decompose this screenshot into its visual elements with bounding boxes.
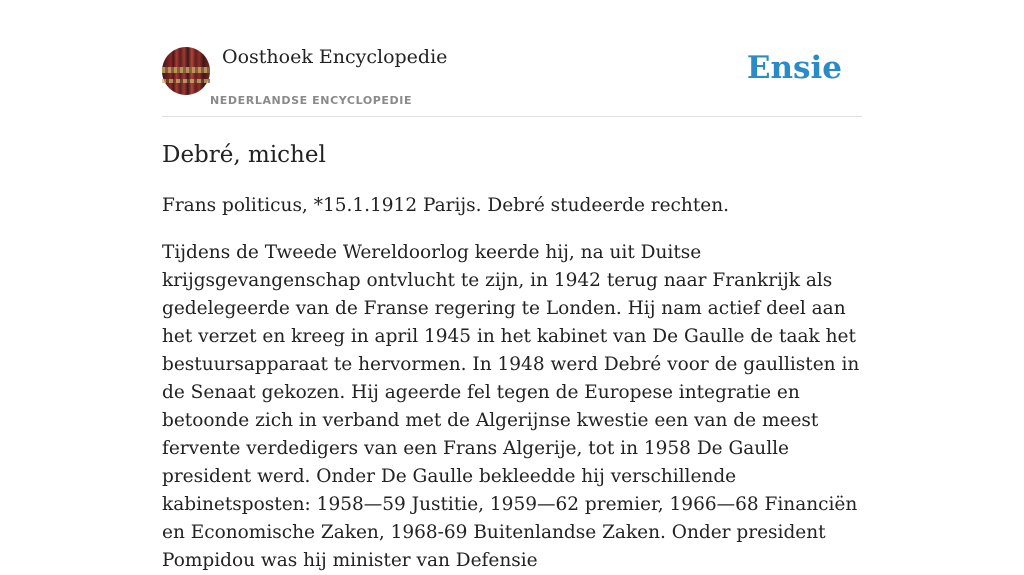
article-paragraph: Tijdens de Tweede Wereldoorlog keerde hij, na uit Duitse krijgsgevangenschap ontvlucht te zijn, in 1942 terug naar Frankrijk als gedelegeerde van de Franse regering te Londen. Hij nam actief deel aan het verzet en kreeg in april 1945 in het kabinet van De Gaulle de taak het bestuursapparaat te hervormen. In 1948 werd Debré voor de gaullisten in de Senaat gekozen. Hij ageerde fel tegen de Europese integratie en betoonde zich in verband met de Algerijnse kwestie een van de meest fervente verdedigers van een Frans Algerije, tot in 1958 De Gaulle president werd. Onder De Gaulle bekleedde hij verschillende kabinetsposten: 1958—59 Justitie, 1959—62 premier, 1966—68 Financiën en Economische Zaken, 1968-69 Buitenlandse Zaken. Onder president Pompidou was hij minister van Defensie — [162, 242, 860, 571]
site-name-link[interactable]: Oosthoek Encyclopedie — [222, 46, 448, 68]
site-logo-avatar[interactable] — [162, 47, 210, 95]
site-subtitle: NEDERLANDSE ENCYCLOPEDIE — [210, 94, 413, 107]
article-paragraph: Frans politicus, *15.1.1912 Parijs. Debré studeerde rechten. — [162, 195, 730, 216]
site-header — [162, 46, 862, 117]
article-title: Debré, michel — [162, 142, 326, 168]
ensie-brand-logo[interactable]: Ensie — [746, 50, 842, 86]
article-content — [162, 138, 862, 575]
